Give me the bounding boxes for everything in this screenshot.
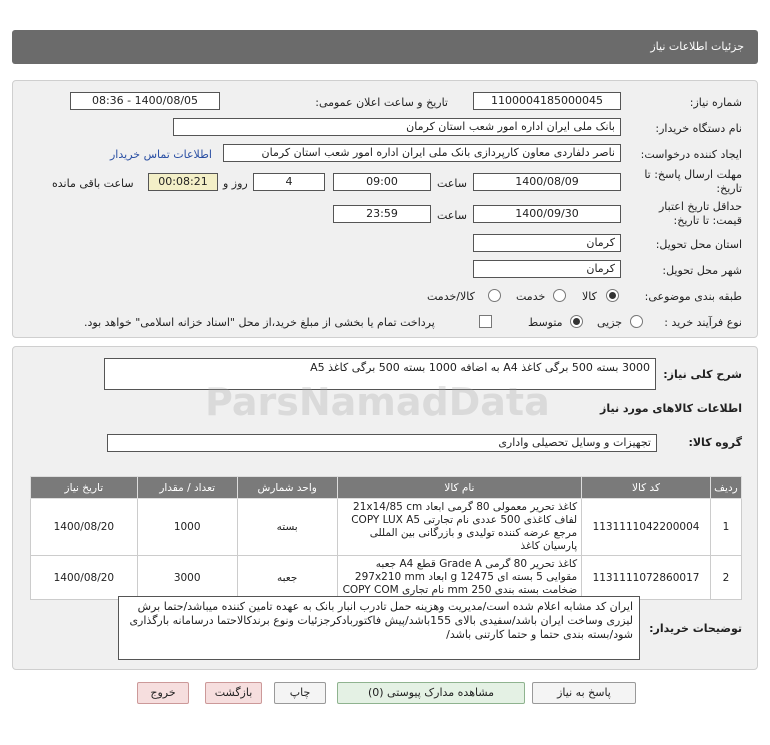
row-index: 1 [710,499,741,556]
deadline-label: مهلت ارسال پاسخ: تا [644,168,742,181]
deadline-time-label: ساعت [437,177,467,190]
remaining-time-field: 00:08:21 [148,173,218,191]
group-label: گروه کالا: [688,436,742,449]
announce-label: تاریخ و ساعت اعلان عمومی: [315,96,448,109]
remaining-label: ساعت باقی مانده [52,177,134,190]
col-index-header: ردیف [710,477,741,499]
summary-field: 3000 بسته 500 برگی کاغذ A4 به اضافه 1000 بسته 500 برگی کاغذ A5 [104,358,656,390]
page-header [12,30,758,64]
col-qty-header: تعداد / مقدار [137,477,237,499]
row-index: 2 [710,556,741,600]
deadline-date-field: 1400/08/09 [473,173,621,191]
summary-label: شرح کلی نیاز: [663,368,742,381]
process-medium-radio[interactable] [570,315,583,328]
row-date: 1400/08/20 [31,556,138,600]
validity-time-field: 23:59 [333,205,431,223]
goods-info-heading: اطلاعات کالاهای مورد نیاز [600,402,742,415]
buyer-notes-label: توضیحات خریدار: [649,622,742,635]
exit-button[interactable]: خروج [137,682,189,704]
creator-label: ایجاد کننده درخواست: [640,148,742,161]
category-goods-radio[interactable] [606,289,619,302]
page-title: جزئیات اطلاعات نیاز [650,40,744,53]
print-button[interactable]: چاپ [274,682,326,704]
need-number-field: 1100004185000045 [473,92,621,110]
row-code: 1131111072860017 [582,556,711,600]
row-qty: 3000 [137,556,237,600]
validity-time-label: ساعت [437,209,467,222]
back-button[interactable]: بازگشت [205,682,262,704]
row-qty: 1000 [137,499,237,556]
goods-table-header [31,477,742,499]
province-field: کرمان [473,234,621,252]
process-partial-label: جزیی [597,316,623,329]
category-both-radio[interactable] [488,289,501,302]
province-label: استان محل تحویل: [655,238,742,251]
row-date: 1400/08/20 [31,499,138,556]
city-field: کرمان [473,260,621,278]
row-name: کاغذ تحریر 80 گرمی Grade A قطع A4 جعبه مقوایی 5 بسته ای 12475 g ابعاد 297x210 mm ضخامت بسته بندی 250 mm نام تجاری COPY COM [337,556,581,600]
row-unit: بسته [237,499,337,556]
validity-label: حداقل تاریخ اعتبار [658,200,742,213]
buyer-notes-field: ایران کد مشابه اعلام شده است/مدیریت وهزینه حمل تادرب انبار بانک به عهده تامین کننده میباشد/حتما برش لیزری وساخت ایران باشد/سفیدی بالای 155باشد/پیش فاکتوربادکرجزئیات ونوع برندکالاحتما درسامانه بارگذاری شود/بسته بندی حتما و حتما کارتنی باشد/ [118,596,640,660]
treasury-payment-text: پرداخت تمام یا بخشی از مبلغ خرید،از محل "اسناد خزانه اسلامی" خواهد بود. [84,316,435,329]
col-unit-header: واحد شمارش [237,477,337,499]
deadline-label-2: تاریخ: [716,182,742,195]
announce-datetime-field: 1400/08/05 - 08:36 [70,92,220,110]
days-label: روز و [223,177,248,190]
process-label: نوع فرآیند خرید : [664,316,742,329]
contact-info-link[interactable]: اطلاعات تماس خریدار [110,148,212,161]
table-row [31,556,742,600]
category-goods-label: کالا [582,290,597,303]
city-label: شهر محل تحویل: [662,264,742,277]
treasury-payment-checkbox[interactable] [479,315,492,328]
col-code-header: کد کالا [582,477,711,499]
days-field: 4 [253,173,325,191]
validity-date-field: 1400/09/30 [473,205,621,223]
process-partial-radio[interactable] [630,315,643,328]
buyer-org-label: نام دستگاه خریدار: [655,122,742,135]
row-unit: جعبه [237,556,337,600]
table-row [31,499,742,556]
row-name: کاغذ تحریر معمولی 80 گرمی ابعاد 21x14/85 cm لفاف کاغذی 500 عددی نام تجارتی COPY LUX A5 مرجع عرضه کننده تولیدی و بازرگانی بین المللی پارسیان کاغذ [337,499,581,556]
row-code: 1131111042200004 [582,499,711,556]
validity-label-2: قیمت: تا تاریخ: [673,214,742,227]
attachments-button[interactable]: مشاهده مدارک پیوستی (0) [337,682,525,704]
group-field: تجهیزات و وسایل تحصیلی واداری [107,434,657,452]
category-both-label: کالا/خدمت [427,290,475,303]
col-date-header: تاریخ نیاز [31,477,138,499]
deadline-time-field: 09:00 [333,173,431,191]
process-medium-label: متوسط [528,316,563,329]
category-label: طبقه بندی موضوعی: [644,290,742,303]
category-service-label: خدمت [516,290,546,303]
col-name-header: نام کالا [337,477,581,499]
creator-field: ناصر دلفاردی معاون کارپردازی بانک ملی ایران اداره امور شعب استان کرمان [223,144,621,162]
category-service-radio[interactable] [553,289,566,302]
reply-button[interactable]: پاسخ به نیاز [532,682,636,704]
buyer-org-field: بانک ملی ایران اداره امور شعب استان کرمان [173,118,621,136]
need-number-label: شماره نیاز: [689,96,742,109]
watermark-logo-text: ParsNamadData [205,380,550,424]
goods-table [30,476,742,600]
